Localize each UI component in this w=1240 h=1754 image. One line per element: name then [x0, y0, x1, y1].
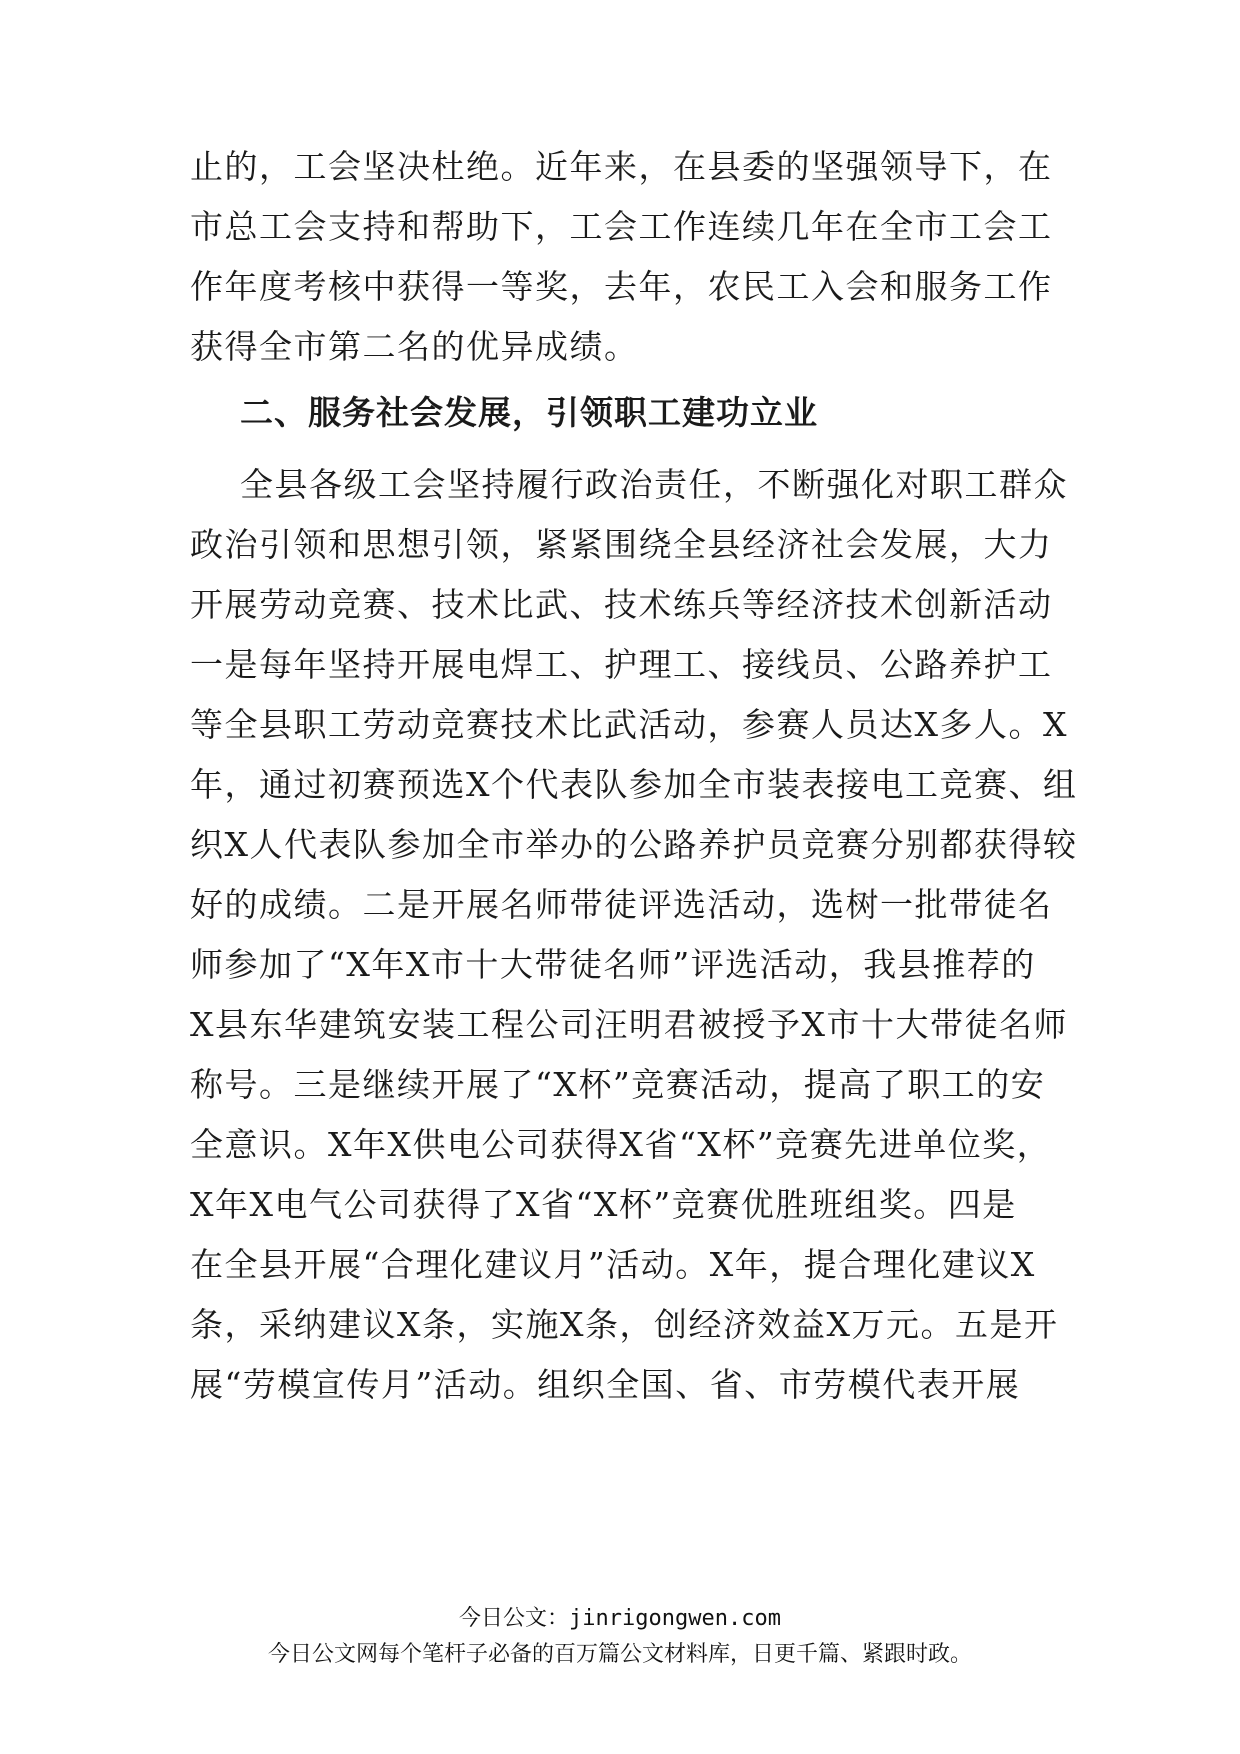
footer-site-url[interactable]: jinrigongwen.com — [569, 1606, 781, 1631]
paragraph2-line-10: X县东华建筑安装工程公司汪明君被授予X市十大带徒名师 — [190, 1005, 1068, 1044]
paragraph2-line-3: 开展劳动竞赛、技术比武、技术练兵等经济技术创新活动 — [190, 585, 1053, 624]
paragraph2-line-7: 织X人代表队参加全市举办的公路养护员竞赛分别都获得较 — [190, 825, 1078, 864]
paragraph2-line-5: 等全县职工劳动竞赛技术比武活动，参赛人员达X多人。X — [190, 705, 1068, 744]
paragraph2-line-11: 称号。三是继续开展了“X杯”竞赛活动，提高了职工的安 — [190, 1065, 1046, 1104]
footer-site-line — [0, 1605, 1240, 1633]
paragraph1-line-4: 获得全市第二名的优异成绩。 — [190, 327, 639, 366]
footer-tagline: 今日公文网每个笔杆子必备的百万篇公文材料库，日更千篇、紧跟时政。 — [267, 1642, 972, 1667]
section-heading: 二、服务社会发展，引领职工建功立业 — [240, 393, 818, 432]
paragraph2-line-15: 条，采纳建议X条，实施X条，创经济效益X万元。五是开 — [190, 1305, 1059, 1344]
paragraph2-line-9: 师参加了“X年X市十大带徒名师”评选活动，我县推荐的 — [190, 945, 1036, 984]
paragraph1-line-1: 止的，工会坚决杜绝。近年来，在县委的坚强领导下，在 — [190, 147, 1053, 186]
paragraph2-line-14: 在全县开展“合理化建议月”活动。X年，提合理化建议X — [190, 1245, 1036, 1284]
paragraph1-line-3: 作年度考核中获得一等奖，去年，农民工入会和服务工作 — [190, 267, 1053, 306]
paragraph2-line-6: 年，通过初赛预选X个代表队参加全市装表接电工竞赛、组 — [190, 765, 1078, 804]
paragraph2-line-4: 一是每年坚持开展电焊工、护理工、接线员、公路养护工 — [190, 645, 1053, 684]
paragraph2-line-2: 政治引领和思想引领，紧紧围绕全县经济社会发展，大力 — [190, 525, 1053, 564]
footer-site-label: 今日公文： — [459, 1606, 570, 1631]
paragraph2-line-13: X年X电气公司获得了X省“X杯”竞赛优胜班组奖。四是 — [190, 1185, 1017, 1224]
paragraph2-line-16: 展“劳模宣传月”活动。组织全国、省、市劳模代表开展 — [190, 1365, 1021, 1404]
paragraph2-line-8: 好的成绩。二是开展名师带徒评选活动，选树一批带徒名 — [190, 885, 1053, 924]
paragraph1-line-2: 市总工会支持和帮助下，工会工作连续几年在全市工会工 — [190, 207, 1053, 246]
paragraph2-line-12: 全意识。X年X供电公司获得X省“X杯”竞赛先进单位奖， — [190, 1125, 1052, 1164]
paragraph2-line-1: 全县各级工会坚持履行政治责任，不断强化对职工群众 — [240, 465, 1068, 504]
